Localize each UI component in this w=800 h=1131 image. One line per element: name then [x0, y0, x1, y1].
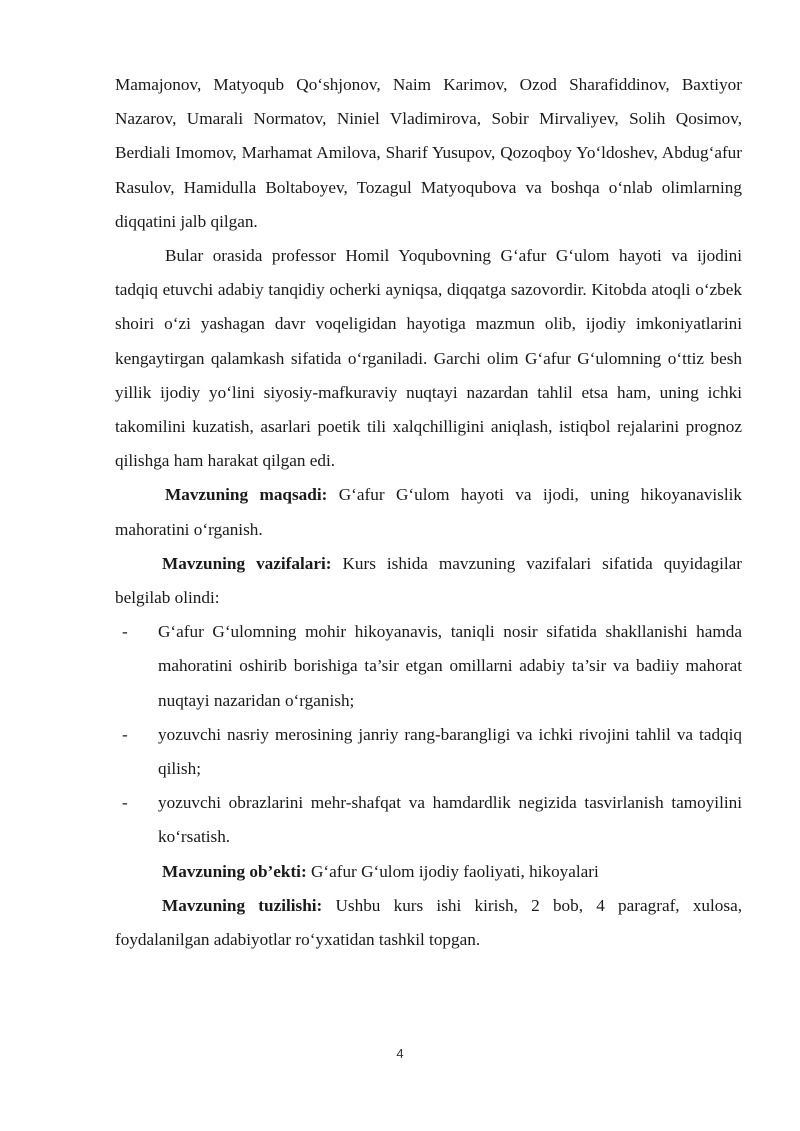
structure-text: Ushbu kurs ishi kirish, 2 bob, 4 paragraf, xulosa, foydalanilgan adabiyotlar ro‘yxatidan tashkil topgan. — [115, 895, 742, 950]
list-dash: - — [122, 724, 128, 744]
list-item — [115, 718, 742, 786]
page-number: 4 — [396, 1046, 404, 1061]
list-item-text: G‘afur G‘ulomning mohir hikoyanavis, taniqli nosir sifatida shakllanishi hamda mahoratini oshirib borishiga ta’sir etgan omillarni adabiy ta’sir va badiiy mahorat nuqtayi nazaridan o‘rganish; — [158, 622, 742, 710]
goal-label: Mavzuning maqsadi: — [165, 485, 328, 505]
list-item — [115, 786, 742, 854]
object-label: Mavzuning ob’ekti: — [162, 861, 307, 881]
object-paragraph — [115, 855, 742, 889]
structure-paragraph — [115, 889, 742, 957]
list-dash: - — [122, 793, 128, 813]
list-item-text: yozuvchi obrazlarini mehr-shafqat va hamdardlik negizida tasvirlanish tamoyilini ko‘rsatish. — [158, 793, 742, 847]
tasks-text: Kurs ishida mavzuning vazifalari sifatida quyidagilar belgilab olindi: — [115, 553, 742, 608]
list-item — [115, 615, 742, 718]
intro-continuation-paragraph: Mamajonov, Matyoqub Qo‘shjonov, Naim Karimov, Ozod Sharafiddinov, Baxtiyor Nazarov, Umarali Normatov, Niniel Vladimirova, Sobir Mirvaliyev, Solih Qosimov, Berdiali Imomov, Marhamat Amilova, Sharif Yusupov, Qozoqboy Yo‘ldoshev, Abdug‘afur Rasulov, Hamidulla Boltaboyev, Tozagul Matyoqubova va boshqa o‘nlab olimlarning diqqatini jalb qilgan. — [115, 75, 742, 231]
tasks-paragraph — [115, 547, 742, 615]
goal-paragraph — [115, 478, 742, 546]
goal-text: G‘afur G‘ulom hayoti va ijodi, uning hikoyanavislik mahoratini o‘rganish. — [115, 485, 742, 539]
tasks-list — [115, 615, 742, 854]
homil-yoqubov-paragraph: Bular orasida professor Homil Yoqubovning G‘afur G‘ulom hayoti va ijodini tadqiq etuvchi adabiy tanqidiy ocherki ayniqsa, diqqatga sazovordir. Kitobda atoqli o‘zbek shoiri o‘zi yashagan davr voqeligidan hayotiga mazmun olib, ijodiy imkoniyatlarini kengaytirgan qalamkash sifatida o‘rganiladi. Garchi olim G‘afur G‘ulomning o‘ttiz besh yillik ijodiy yo‘lini siyosiy-mafkuraviy nuqtayi nazardan tahlil etsa ham, uning ichki takomilini kuzatish, asarlari poetik tili xalqchilligini aniqlash, istiqbol rejalarini prognoz qilishga ham harakat qilgan edi. — [115, 246, 742, 471]
structure-label: Mavzuning tuzilishi: — [162, 895, 323, 915]
list-dash: - — [122, 622, 128, 642]
list-item-text: yozuvchi nasriy merosining janriy rang-barangligi va ichki rivojini tahlil va tadqiq qilish; — [158, 724, 742, 779]
object-text: G‘afur G‘ulom ijodiy faoliyati, hikoyalari — [306, 861, 599, 881]
tasks-label: Mavzuning vazifalari: — [162, 553, 332, 573]
document-page — [115, 68, 742, 957]
